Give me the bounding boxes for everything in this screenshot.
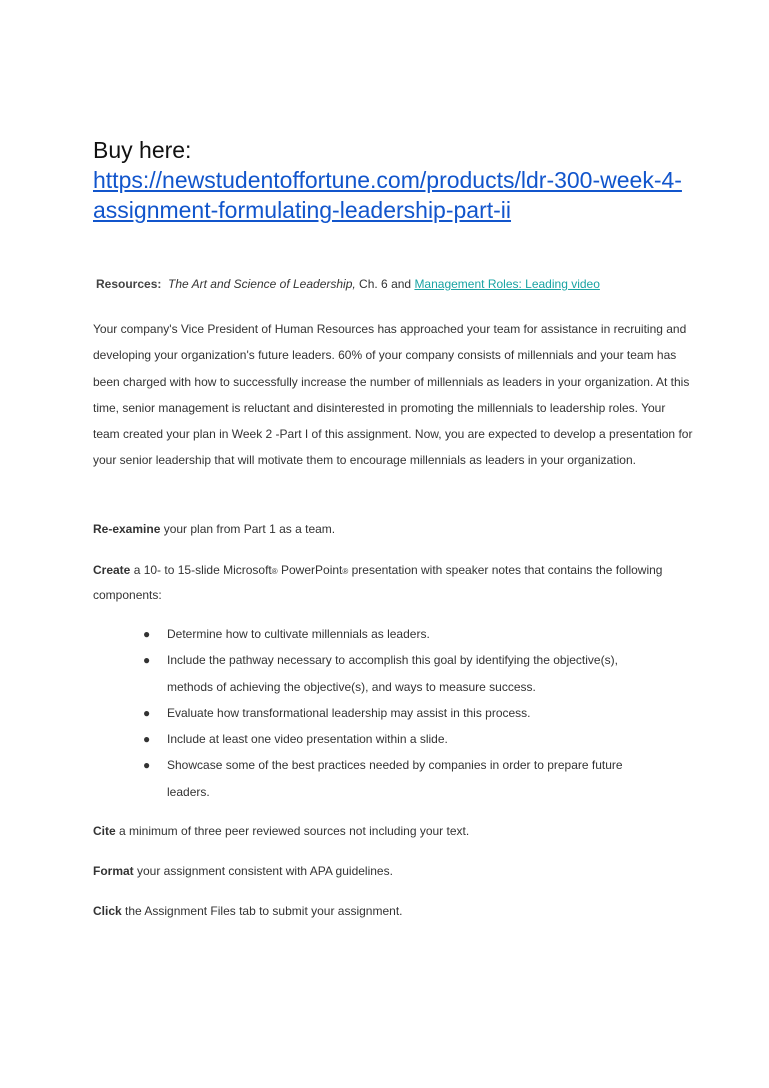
list-item-text: Include at least one video presentation within a slide.	[167, 732, 448, 747]
format-text: your assignment consistent with APA guidelines.	[133, 864, 393, 878]
bullet-icon: ●	[143, 758, 151, 773]
create-line-2: components:	[93, 588, 162, 602]
list-item	[93, 647, 653, 700]
click-bold: Click	[93, 904, 122, 918]
bullet-icon: ●	[143, 627, 151, 641]
list-item	[93, 700, 653, 726]
reexamine-text: your plan from Part 1 as a team.	[160, 522, 336, 536]
video-link[interactable]: Management Roles: Leading video	[414, 277, 600, 291]
list-item	[93, 752, 653, 805]
reexamine-line	[93, 522, 335, 536]
registered-mark: ®	[342, 567, 349, 576]
registered-mark: ®	[271, 567, 278, 576]
resources-chapter: Ch. 6 and	[355, 277, 415, 291]
create-line	[93, 563, 662, 577]
cite-bold: Cite	[93, 824, 116, 838]
list-item-text: Evaluate how transformational leadership may assist in this process.	[167, 705, 531, 720]
format-bold: Format	[93, 864, 134, 878]
click-line	[93, 904, 403, 918]
bullet-icon: ●	[143, 705, 151, 720]
product-link[interactable]: https://newstudentoffortune.com/products/ldr-300-week-4-assignment-formulating-leadership-part-ii	[93, 167, 682, 223]
requirements-list	[93, 621, 653, 805]
resources-book: The Art and Science of Leadership,	[168, 277, 356, 291]
list-item-text: Determine how to cultivate millennials as leaders.	[167, 627, 430, 641]
list-item	[93, 726, 653, 752]
resources-line	[96, 277, 600, 291]
list-item-text: Include the pathway necessary to accomplish this goal by identifying the objective(s), methods of achieving the objective(s), and ways to measure success.	[167, 653, 618, 694]
create-bold: Create	[93, 563, 131, 577]
create-text-3: presentation with speaker notes that contains the following	[348, 563, 663, 577]
cite-text: a minimum of three peer reviewed sources not including your text.	[115, 824, 470, 838]
list-item-text: Showcase some of the best practices needed by companies in order to prepare future leaders.	[167, 758, 623, 799]
bullet-icon: ●	[143, 653, 151, 668]
intro-paragraph: Your company's Vice President of Human Resources has approached your team for assistance in recruiting and developing your organization's future leaders. 60% of your company consists of millennials and your team has been charged with how to successfully increase the number of millennials as leaders in your organization. At this time, senior management is reluctant and disinterested in promoting the millennials to leadership roles. Your team created your plan in Week 2 -Part I of this assignment. Now, you are expected to develop a presentation for your senior leadership that will motivate them to encourage millennials as leaders in your organization.	[93, 322, 693, 468]
format-line	[93, 864, 393, 878]
buy-here-label: Buy here:	[93, 137, 192, 163]
resources-label: Resources:	[96, 277, 162, 291]
create-text-2: PowerPoint	[277, 563, 343, 577]
bullet-icon: ●	[143, 732, 151, 747]
reexamine-bold: Re-examine	[93, 522, 161, 536]
cite-line	[93, 824, 469, 838]
list-item	[93, 621, 653, 647]
click-text: the Assignment Files tab to submit your assignment.	[121, 904, 403, 918]
create-text-1: a 10- to 15-slide Microsoft	[130, 563, 272, 577]
